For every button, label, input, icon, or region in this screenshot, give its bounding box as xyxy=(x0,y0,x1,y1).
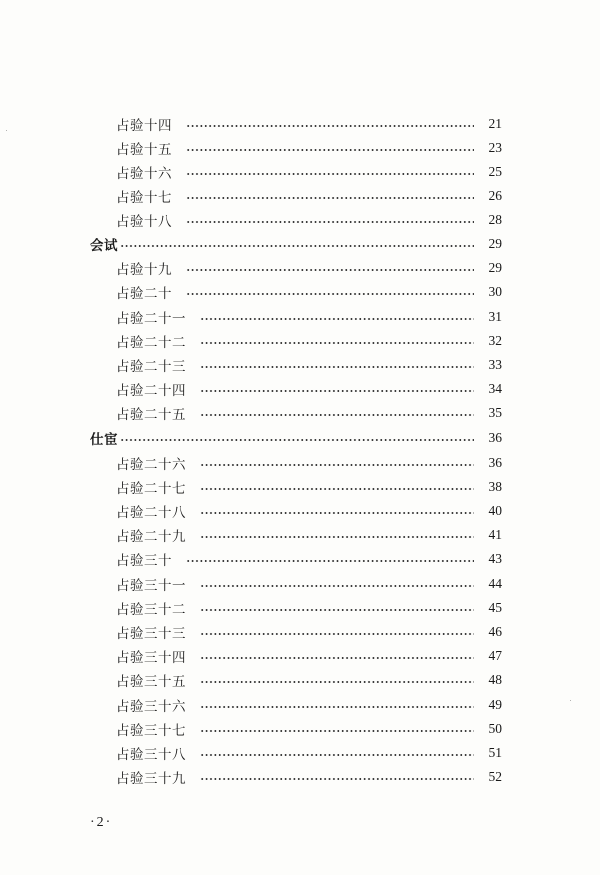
dot-leader xyxy=(186,125,474,127)
toc-entry-title: 占验二十四 xyxy=(116,383,186,399)
toc-entry[interactable] xyxy=(116,596,502,620)
toc-entry-title: 占验三十一 xyxy=(116,578,186,594)
toc-entry-page: 51 xyxy=(488,745,502,760)
toc-entry-page: 38 xyxy=(488,479,502,494)
toc-entry[interactable] xyxy=(116,668,502,692)
toc-entry-title: 占验十五 xyxy=(116,142,172,158)
dot-leader xyxy=(200,414,474,416)
toc-entry-title: 占验二十五 xyxy=(116,407,186,423)
dot-leader xyxy=(200,390,474,392)
dot-leader xyxy=(200,366,474,368)
toc-section-page: 29 xyxy=(488,236,502,251)
toc-entry[interactable] xyxy=(116,112,502,136)
toc-entry-title: 占验十九 xyxy=(116,262,172,278)
dot-leader xyxy=(186,149,474,151)
toc-entry-title: 占验三十七 xyxy=(116,723,186,739)
dot-leader xyxy=(200,633,474,635)
toc-entry-title: 占验三十四 xyxy=(116,650,186,666)
toc-entry-page: 44 xyxy=(488,576,502,591)
toc-entry-page: 40 xyxy=(488,503,502,518)
toc-entry-page: 29 xyxy=(488,260,502,275)
toc-entry-page: 36 xyxy=(488,455,502,470)
toc-entry[interactable] xyxy=(116,475,502,499)
dot-leader xyxy=(120,245,474,247)
dot-leader xyxy=(200,488,474,490)
dot-leader xyxy=(186,269,474,271)
toc-entry[interactable] xyxy=(116,160,502,184)
toc-entry-title: 占验十七 xyxy=(116,190,172,206)
toc-entry[interactable] xyxy=(116,765,502,789)
dot-leader xyxy=(120,439,474,441)
toc-entry[interactable] xyxy=(116,693,502,717)
dot-leader xyxy=(200,512,474,514)
dot-leader xyxy=(200,318,474,320)
toc-entry-page: 52 xyxy=(488,769,502,784)
toc-entry-title: 占验三十二 xyxy=(116,602,186,618)
dot-leader xyxy=(200,657,474,659)
toc-section[interactable] xyxy=(90,232,502,256)
toc-entry-page: 23 xyxy=(488,140,502,155)
toc-entry-page: 31 xyxy=(488,309,502,324)
toc-entry-title: 占验二十七 xyxy=(116,481,186,497)
toc-entry[interactable] xyxy=(116,401,502,425)
toc-entry-title: 占验三十六 xyxy=(116,699,186,715)
toc-entry-title: 占验二十六 xyxy=(116,457,186,473)
dot-leader xyxy=(186,173,474,175)
toc-entry[interactable] xyxy=(116,644,502,668)
toc-entry-title: 占验十四 xyxy=(116,118,172,134)
toc-entry-page: 33 xyxy=(488,357,502,372)
toc-entry-page: 49 xyxy=(488,697,502,712)
toc-entry[interactable] xyxy=(116,329,502,353)
toc-entry[interactable] xyxy=(116,184,502,208)
dot-leader xyxy=(186,560,474,562)
toc-entry-page: 21 xyxy=(488,116,502,131)
toc-entry-title: 占验二十三 xyxy=(116,359,186,375)
toc-entry[interactable] xyxy=(116,620,502,644)
toc-entry[interactable] xyxy=(116,499,502,523)
toc-entry-title: 占验二十一 xyxy=(116,311,186,327)
toc-entry[interactable] xyxy=(116,741,502,765)
toc-entry[interactable] xyxy=(116,572,502,596)
toc-section-title: 会试 xyxy=(90,238,118,254)
toc-entry[interactable] xyxy=(116,280,502,304)
toc-entry-title: 占验十六 xyxy=(116,166,172,182)
toc-entry-page: 47 xyxy=(488,648,502,663)
toc-entry-page: 34 xyxy=(488,381,502,396)
toc-entry-page: 46 xyxy=(488,624,502,639)
toc-entry-title: 占验三十九 xyxy=(116,771,186,787)
toc-entry-page: 50 xyxy=(488,721,502,736)
toc-entry[interactable] xyxy=(116,451,502,475)
toc-section-title: 仕宦 xyxy=(90,432,118,448)
toc-entry-page: 32 xyxy=(488,333,502,348)
dot-leader xyxy=(186,221,474,223)
toc-entry-page: 45 xyxy=(488,600,502,615)
toc-entry-page: 28 xyxy=(488,212,502,227)
toc-entry-page: 30 xyxy=(488,284,502,299)
toc-entry-title: 占验十八 xyxy=(116,214,172,230)
toc-entry-title: 占验三十 xyxy=(116,553,172,569)
dot-leader xyxy=(186,293,474,295)
toc-entry-title: 占验二十九 xyxy=(116,529,186,545)
dot-leader xyxy=(200,681,474,683)
dot-leader xyxy=(200,609,474,611)
dot-leader xyxy=(200,342,474,344)
scan-speck xyxy=(6,130,7,131)
toc-entry-page: 25 xyxy=(488,164,502,179)
dot-leader xyxy=(200,585,474,587)
toc-entry-title: 占验三十八 xyxy=(116,747,186,763)
toc-entry-title: 占验二十八 xyxy=(116,505,186,521)
toc-entry-page: 48 xyxy=(488,672,502,687)
toc-entry-title: 占验三十五 xyxy=(116,674,186,690)
toc-entry[interactable] xyxy=(116,136,502,160)
page-number: ·2· xyxy=(90,815,113,830)
toc-entry-title: 占验三十三 xyxy=(116,626,186,642)
toc-entry[interactable] xyxy=(116,305,502,329)
toc-entry-title: 占验二十二 xyxy=(116,335,186,351)
toc-entry[interactable] xyxy=(116,256,502,280)
toc-entry[interactable] xyxy=(116,208,502,232)
toc-entry[interactable] xyxy=(116,377,502,401)
scan-speck xyxy=(570,700,571,701)
toc-entry[interactable] xyxy=(116,547,502,571)
toc-section-page: 36 xyxy=(488,430,502,445)
dot-leader xyxy=(200,706,474,708)
toc-entry[interactable] xyxy=(116,523,502,547)
toc-entry-page: 26 xyxy=(488,188,502,203)
toc-entry-page: 43 xyxy=(488,551,502,566)
dot-leader xyxy=(200,754,474,756)
dot-leader xyxy=(200,464,474,466)
dot-leader xyxy=(186,197,474,199)
toc-entry-page: 41 xyxy=(488,527,502,542)
toc-entry-page: 35 xyxy=(488,405,502,420)
dot-leader xyxy=(200,536,474,538)
dot-leader xyxy=(200,730,474,732)
toc-section[interactable] xyxy=(90,426,502,450)
toc-entry-title: 占验二十 xyxy=(116,286,172,302)
dot-leader xyxy=(200,778,474,780)
toc-entry[interactable] xyxy=(116,353,502,377)
toc-entry[interactable] xyxy=(116,717,502,741)
